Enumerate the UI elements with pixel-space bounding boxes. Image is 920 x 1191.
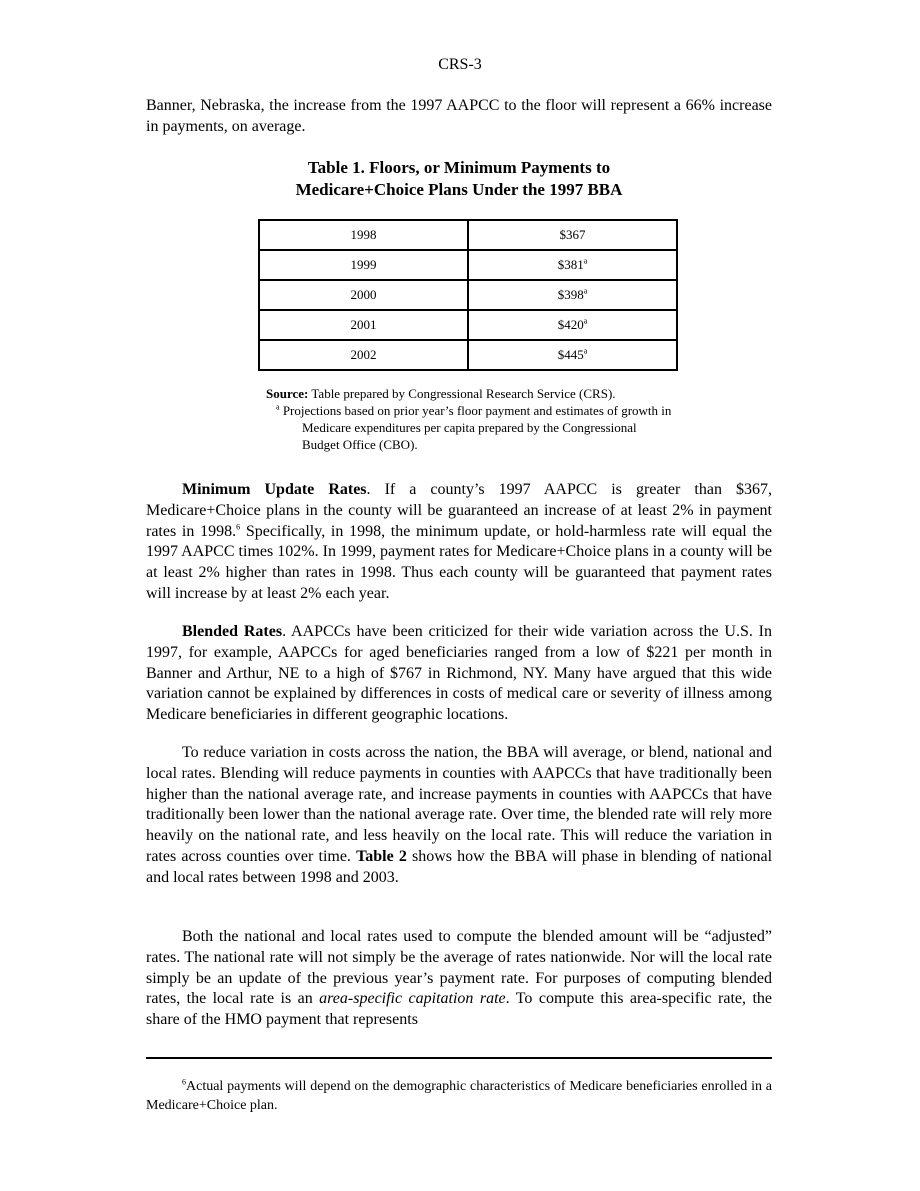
floors-table: [258, 219, 678, 371]
paragraph-text: . If a county’s 1997 AAPCC is greater than $367, Medicare+Choice plans in the county will be guaranteed an increase of at least 2% in payment rates in 1998.: [146, 481, 772, 540]
reduce-variation-section: [146, 743, 772, 889]
table-row: [259, 280, 677, 310]
source-label: Source:: [266, 386, 309, 401]
section-heading: Blended Rates: [182, 623, 283, 640]
table-reference: Table 2: [356, 847, 407, 865]
amount-value: $398: [557, 287, 584, 302]
table-row: [259, 310, 677, 340]
projection-text: Projections based on prior year’s floor payment and estimates of growth in Medicare expenditures per capita prepared by the Congressional Budget Office (CBO).: [279, 403, 672, 452]
section-heading: Minimum Update Rates: [182, 481, 367, 498]
table-title: [146, 157, 772, 201]
minimum-update-paragraph: [146, 480, 772, 605]
paragraph-text: Both the national and local rates used to compute the blended amount will be “adjusted” rates. The national rate will not simply be the average of rates nationwide. Nor will the local rate simply be an update of the previous year’s payment rate. For purposes of computing blended rates, the local rate is an: [146, 928, 772, 1008]
year-cell: 1998: [259, 220, 468, 250]
paragraph-text: shows how the BBA will phase in blending of national and local rates between 1998 and 2003.: [146, 847, 773, 886]
paragraph-text: . To compute this area-specific rate, the share of the HMO payment that represents: [146, 990, 773, 1029]
minimum-update-section: [146, 480, 772, 605]
amount-value: $367: [559, 227, 586, 242]
footnote: [146, 1077, 772, 1115]
reduce-variation-paragraph: [146, 743, 772, 889]
footnote-divider: [146, 1057, 772, 1059]
amount-cell: [468, 250, 677, 280]
blended-rates-paragraph: [146, 622, 772, 726]
paragraph-text: To reduce variation in costs across the nation, the BBA will average, or blend, national and local rates. Blending will reduce payments in counties with AAPCCs that have traditionally been higher than the national average rate, and increase payments in counties with AAPCCs that have traditionally been lower than the national average rate. Over time, the blended rate will rely more heavily on the national rate, and less heavily on the local rate. This will reduce the variation in rates across counties over time.: [146, 744, 772, 865]
table-row: [259, 340, 677, 370]
projection-note: [266, 402, 676, 453]
year-cell: 2001: [259, 310, 468, 340]
note-marker: a: [583, 256, 588, 266]
year-cell: 2002: [259, 340, 468, 370]
note-marker: a: [583, 346, 588, 356]
amount-cell: [468, 280, 677, 310]
footnote-ref: 6: [236, 522, 241, 532]
table-title-line-2: Medicare+Choice Plans Under the 1997 BBA: [295, 180, 623, 199]
table-row: [259, 250, 677, 280]
intro-paragraph: [146, 96, 772, 138]
adjusted-rates-paragraph: [146, 927, 772, 1031]
amount-value: $381: [557, 257, 584, 272]
footnote-paragraph: [146, 1077, 772, 1115]
source-text: Table prepared by Congressional Research Service (CRS).: [308, 386, 616, 401]
amount-cell: [468, 340, 677, 370]
table-notes: [266, 385, 676, 453]
year-cell: 1999: [259, 250, 468, 280]
table-row: [259, 220, 677, 250]
amount-cell: [468, 310, 677, 340]
adjusted-rates-section: [146, 927, 772, 1031]
intro-text: Banner, Nebraska, the increase from the 1997 AAPCC to the floor will represent a 66% increase in payments, on average.: [146, 97, 772, 135]
note-marker: a: [276, 402, 280, 412]
note-marker: a: [583, 316, 588, 326]
blended-rates-section: [146, 622, 772, 726]
amount-value: $445: [557, 347, 584, 362]
footnote-number: 6: [182, 1077, 186, 1087]
paragraph-text: . AAPCCs have been criticized for their wide variation across the U.S. In 1997, for example, AAPCCs for aged beneficiaries ranged from a low of $221 per month in Banner and Arthur, NE to a high of $767 in Richmond, NY. Many have argued that this wide variation cannot be explained by differences in costs of medical care or severity of illness among Medicare beneficiaries in different geographic locations.: [146, 623, 773, 724]
footnote-text: Actual payments will depend on the demographic characteristics of Medicare beneficiaries enrolled in a Medicare+Choice plan.: [146, 1079, 772, 1113]
source-note: [266, 385, 676, 402]
amount-value: $420: [557, 317, 584, 332]
note-marker: a: [583, 286, 588, 296]
page-header: CRS-3: [438, 56, 482, 73]
paragraph-text: Specifically, in 1998, the minimum update, or hold-harmless rate will equal the 1997 AAPCC times 102%. In 1999, payment rates for Medicare+Choice plans in a county will be at least 2% higher than rates in 1998. Thus each county will be guaranteed that payment rates will increase by at least 2% each year.: [146, 522, 772, 602]
italic-term: area-specific capitation rate: [319, 990, 506, 1008]
amount-cell: [468, 220, 677, 250]
table-title-line-1: Table 1. Floors, or Minimum Payments to: [307, 158, 611, 177]
year-cell: 2000: [259, 280, 468, 310]
